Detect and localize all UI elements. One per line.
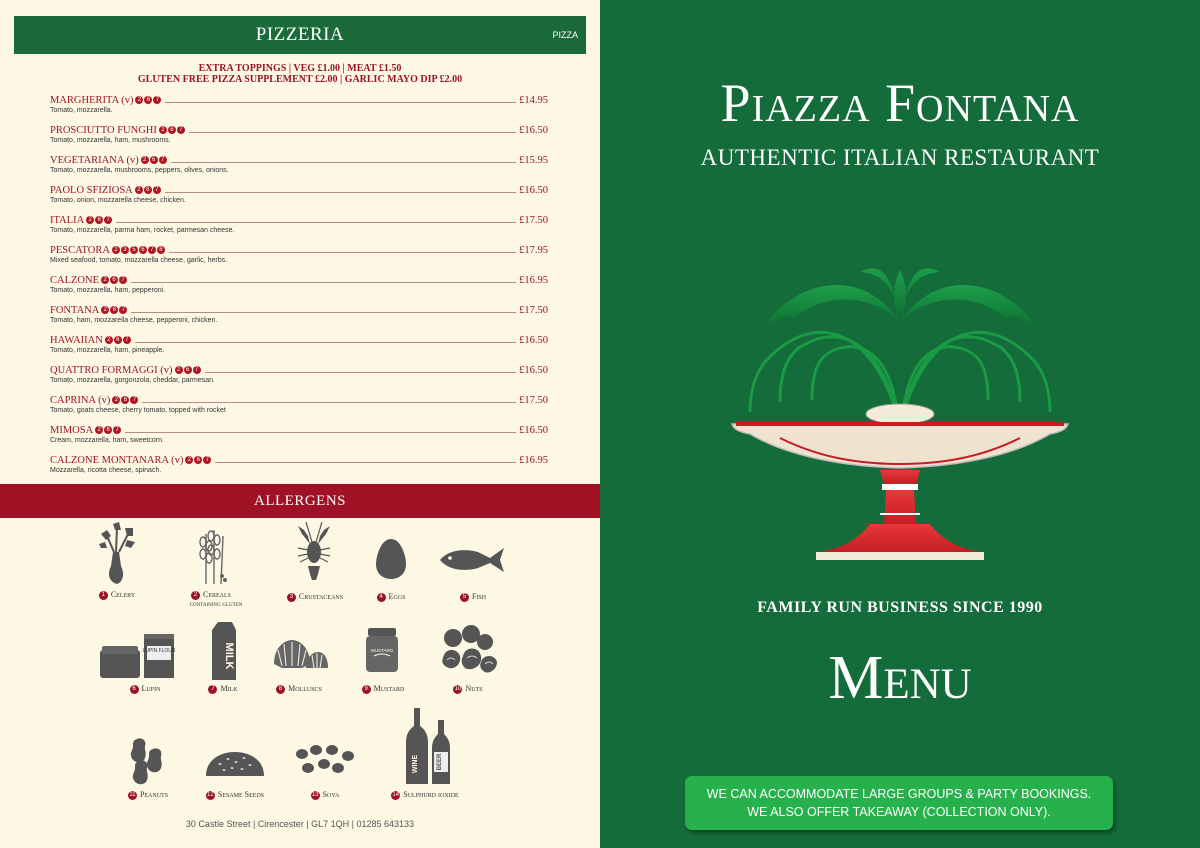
wine-text: WINE — [412, 754, 419, 774]
pizza-price: £16.50 — [519, 185, 548, 196]
allergen-soya — [270, 730, 380, 805]
allergen-badge: 6 — [139, 246, 147, 254]
allergen-badges — [135, 186, 162, 194]
allergen-badge: 6 — [184, 366, 192, 374]
allergen-badges — [101, 306, 128, 314]
pizza-row — [50, 92, 548, 106]
leader-line — [171, 162, 516, 163]
allergen-badge: 6 — [114, 336, 122, 344]
pizza-price: £16.50 — [519, 125, 548, 136]
pizza-price: £16.50 — [519, 365, 548, 376]
pizza-item — [50, 212, 548, 242]
allergen-badge: 2 — [86, 216, 94, 224]
allergen-badges — [175, 366, 202, 374]
pizza-price: £16.95 — [519, 275, 548, 286]
pizza-price: £17.50 — [519, 305, 548, 316]
allergen-badges — [105, 336, 132, 344]
allergen-badges — [135, 96, 162, 104]
leader-line — [169, 252, 516, 253]
allergen-badge: 7 — [119, 306, 127, 314]
wine-beer-bottles-icon — [406, 708, 452, 784]
pizza-name: MARGHERITA (v) — [50, 95, 134, 106]
allergen-badge: 2 — [112, 396, 120, 404]
mustard-text: MUSTARD — [371, 648, 393, 653]
lupin-flour-icon — [98, 632, 178, 680]
allergen-number: 12 — [207, 791, 214, 798]
milk-text: MILK — [223, 642, 235, 670]
group-bookings-notice — [685, 776, 1113, 830]
pizza-name: VEGETARIANA (v) — [50, 155, 139, 166]
allergen-badges — [86, 216, 113, 224]
pizza-name: MIMOSA — [50, 425, 94, 436]
leader-line — [131, 312, 516, 313]
allergen-badge: 6 — [150, 156, 158, 164]
allergen-badge: 6 — [110, 276, 118, 284]
pizza-description: Tomato, goats cheese, cherry tomato, topped with rocket — [50, 407, 226, 414]
allergen-label: Celery — [110, 590, 136, 599]
leader-line — [135, 342, 516, 343]
leader-line — [189, 132, 516, 133]
pizzeria-header — [14, 16, 586, 54]
fountain-logo-icon — [720, 252, 1080, 582]
allergen-number: 3 — [287, 593, 296, 602]
allergen-label: Eggs — [388, 592, 406, 601]
mustard-jar-icon — [364, 626, 400, 674]
pizza-item — [50, 452, 548, 482]
allergen-badge: 6 — [110, 306, 118, 314]
address-footer: 30 Castle Street | Cirencester | GL7 1QH | 01285 643133 — [185, 819, 415, 829]
milk-carton-icon — [208, 620, 238, 682]
egg-icon — [375, 538, 407, 580]
beer-text: BEER — [437, 753, 443, 771]
pizza-name: QUATTRO FORMAGGI (v) — [50, 365, 173, 376]
allergen-label: Nuts — [465, 684, 483, 693]
pizza-item — [50, 122, 548, 152]
allergen-badge: 7 — [104, 216, 112, 224]
allergen-badge: 7 — [159, 156, 167, 164]
pizza-price: £16.50 — [519, 335, 548, 346]
allergen-number: 13 — [311, 791, 319, 798]
allergen-badges — [112, 396, 139, 404]
allergen-badge: 7 — [130, 396, 138, 404]
leader-line — [142, 402, 516, 403]
allergen-badge: 7 — [203, 456, 211, 464]
leader-line — [125, 432, 516, 433]
celery-icon — [97, 522, 137, 584]
pizza-item — [50, 152, 548, 182]
allergen-number: 14 — [392, 791, 400, 798]
lupin-flour-text: LUPIN FLOUR — [142, 648, 176, 654]
allergen-number: 2 — [191, 591, 200, 600]
allergen-badge: 2 — [159, 126, 167, 134]
pizza-row — [50, 242, 548, 256]
extras-line-2: GLUTEN FREE PIZZA SUPPLEMENT £2.00 | GARLIC MAYO DIP £2.00 — [137, 74, 463, 85]
pizza-price: £17.50 — [519, 215, 548, 226]
allergen-label: Fish — [471, 592, 487, 601]
allergen-badge: 7 — [148, 246, 156, 254]
allergen-badges — [185, 456, 212, 464]
allergen-badge: 2 — [141, 156, 149, 164]
allergen-label: Lupin — [141, 684, 161, 693]
pizza-description: Cream, mozzarella, ham, sweetcorn. — [50, 437, 164, 444]
allergen-number: 6 — [130, 685, 139, 694]
notice-line-1: WE CAN ACCOMMODATE LARGE GROUPS & PARTY BOOKINGS. — [706, 787, 1092, 801]
pizza-name: HAWAIIAN — [50, 335, 103, 346]
allergen-cereals — [156, 520, 266, 616]
pizza-name: CAPRINA (v) — [50, 395, 111, 406]
pizza-row — [50, 212, 548, 226]
pizza-description: Tomato, mozzarella, parma ham, rocket, parmesan cheese. — [50, 227, 235, 234]
allergen-label: Mustard — [373, 684, 405, 693]
allergen-number: 4 — [377, 593, 386, 602]
pizza-item — [50, 332, 548, 362]
pizza-description: Tomato, mozzarella. — [50, 107, 113, 114]
pizza-name: CALZONE MONTANARA (v) — [50, 455, 184, 466]
pizza-row — [50, 272, 548, 286]
allergen-badge: 6 — [121, 396, 129, 404]
pizza-row — [50, 302, 548, 316]
allergen-badge: 7 — [153, 186, 161, 194]
pizza-name: PAOLO SFIZIOSA — [50, 185, 133, 196]
pizza-item — [50, 242, 548, 272]
allergen-fish — [418, 520, 528, 616]
pizza-row — [50, 152, 548, 166]
pizza-list — [50, 92, 548, 482]
allergen-badge: 2 — [101, 276, 109, 284]
pizza-item — [50, 422, 548, 452]
extras-line-1: EXTRA TOPPINGS | VEG £1.00 | MEAT £1.50 — [198, 63, 402, 74]
allergen-badge: 6 — [95, 216, 103, 224]
menu-heading: Menu — [828, 644, 972, 712]
allergen-label: Sesame Seeds — [217, 790, 265, 799]
wheat-icon — [196, 526, 228, 584]
allergen-label: Peanuts — [139, 790, 169, 799]
allergen-badges — [141, 156, 168, 164]
leader-line — [131, 282, 516, 283]
allergen-number: 10 — [454, 685, 462, 692]
pizza-price: £17.95 — [519, 245, 548, 256]
pizza-row — [50, 362, 548, 376]
pizza-item — [50, 182, 548, 212]
pizza-row — [50, 452, 548, 466]
pizza-price: £16.95 — [519, 455, 548, 466]
pizza-description: Tomato, mozzarella, gorgonzola, cheddar, parmesan. — [50, 377, 215, 384]
allergen-badge: 2 — [112, 246, 120, 254]
pizza-description: Tomato, mozzarella, mushrooms, peppers, olives, onions. — [50, 167, 229, 174]
allergen-badge: 7 — [153, 96, 161, 104]
extra-toppings-info — [0, 63, 600, 85]
sesame-bun-icon — [204, 750, 266, 778]
leader-line — [215, 462, 516, 463]
allergen-badge: 5 — [130, 246, 138, 254]
allergen-badge: 2 — [185, 456, 193, 464]
allergen-number: 5 — [460, 593, 469, 602]
allergen-number: 9 — [362, 685, 371, 694]
allergens-header: ALLERGENS — [0, 484, 600, 518]
pizza-name: FONTANA — [50, 305, 100, 316]
soya-beans-icon — [294, 742, 356, 776]
pizza-item — [50, 362, 548, 392]
pizza-description: Mozzarella, ricotta cheese, spinach. — [50, 467, 162, 474]
allergen-label: Milk — [220, 684, 238, 693]
pizzeria-title: PIZZERIA — [255, 24, 345, 45]
allergen-badge: 8 — [157, 246, 165, 254]
allergen-badges — [95, 426, 122, 434]
allergen-badge: 6 — [104, 426, 112, 434]
restaurant-name: Piazza Fontana — [720, 73, 1080, 133]
leader-line — [165, 102, 516, 103]
menu-cover-page — [600, 0, 1200, 848]
pizza-item — [50, 302, 548, 332]
allergen-badge: 6 — [168, 126, 176, 134]
allergen-label: Molluscs — [288, 684, 322, 693]
pizza-name: PROSCIUTTO FUNGHI — [50, 125, 157, 136]
allergen-number: 7 — [208, 685, 217, 694]
leader-line — [205, 372, 517, 373]
allergen-sublabel: containing gluten — [189, 599, 243, 608]
pizza-price: £16.50 — [519, 425, 548, 436]
pizza-row — [50, 122, 548, 136]
allergen-label: Soya — [322, 790, 340, 799]
pizza-row — [50, 182, 548, 196]
pizza-description: Tomato, ham, mozzarella cheese, pepperoni, chicken. — [50, 317, 218, 324]
pizza-name: PESCATORA — [50, 245, 110, 256]
restaurant-subtitle: AUTHENTIC ITALIAN RESTAURANT — [700, 145, 1100, 170]
lobster-icon — [294, 522, 334, 584]
allergen-label: Sulphurd ioxide — [403, 790, 459, 799]
allergen-badge: 7 — [119, 276, 127, 284]
allergen-number: 1 — [99, 591, 108, 600]
pizza-description: Tomato, mozzarella, ham, pineapple. — [50, 347, 165, 354]
allergen-number: 8 — [276, 685, 285, 694]
pizza-item — [50, 392, 548, 422]
allergen-label: Crustaceans — [298, 592, 344, 601]
allergen-sulphur-dioxide — [370, 708, 480, 805]
allergen-badges — [159, 126, 186, 134]
pizza-description: Tomato, onion, mozzarella cheese, chicken. — [50, 197, 186, 204]
pizza-item — [50, 92, 548, 122]
allergen-badge: 2 — [101, 306, 109, 314]
fish-icon — [438, 546, 508, 574]
allergen-badge: 2 — [135, 186, 143, 194]
allergen-badge: 6 — [144, 186, 152, 194]
allergen-badge: 3 — [121, 246, 129, 254]
allergen-badge: 7 — [193, 366, 201, 374]
pizza-price: £15.95 — [519, 155, 548, 166]
pizza-row — [50, 422, 548, 436]
leader-line — [116, 222, 516, 223]
allergen-badge: 2 — [135, 96, 143, 104]
allergen-number: 11 — [129, 791, 136, 798]
allergen-badge: 7 — [123, 336, 131, 344]
pizza-row — [50, 332, 548, 346]
peanut-icon — [129, 736, 165, 786]
allergen-badges — [101, 276, 128, 284]
pizza-price: £14.95 — [519, 95, 548, 106]
pizza-description: Tomato, mozzarella, ham, mushrooms. — [50, 137, 171, 144]
pizza-name: CALZONE — [50, 275, 99, 286]
leader-line — [165, 192, 516, 193]
pizza-item — [50, 272, 548, 302]
pizza-description: Mixed seafood, tomato, mozzarella cheese, garlic, herbs. — [50, 257, 228, 264]
allergen-label: Cereals — [202, 590, 231, 599]
since-tagline: FAMILY RUN BUSINESS SINCE 1990 — [757, 599, 1043, 616]
allergen-badge: 7 — [177, 126, 185, 134]
nuts-icon — [439, 624, 499, 678]
pizzeria-tag: PIZZA — [552, 30, 578, 40]
allergen-badge: 6 — [194, 456, 202, 464]
allergen-nuts — [413, 620, 523, 700]
allergen-badge: 2 — [105, 336, 113, 344]
notice-line-2: WE ALSO OFFER TAKEAWAY (COLLECTION ONLY). — [747, 805, 1051, 819]
allergen-badge: 2 — [95, 426, 103, 434]
pizza-description: Tomato, mozzarella, ham, pepperoni. — [50, 287, 166, 294]
pizza-row — [50, 392, 548, 406]
shell-icon — [272, 638, 330, 672]
allergen-badge: 2 — [175, 366, 183, 374]
pizza-price: £17.50 — [519, 395, 548, 406]
allergen-badge: 7 — [113, 426, 121, 434]
pizza-name: ITALIA — [50, 215, 85, 226]
allergen-badge: 6 — [144, 96, 152, 104]
allergen-badges — [112, 246, 166, 254]
